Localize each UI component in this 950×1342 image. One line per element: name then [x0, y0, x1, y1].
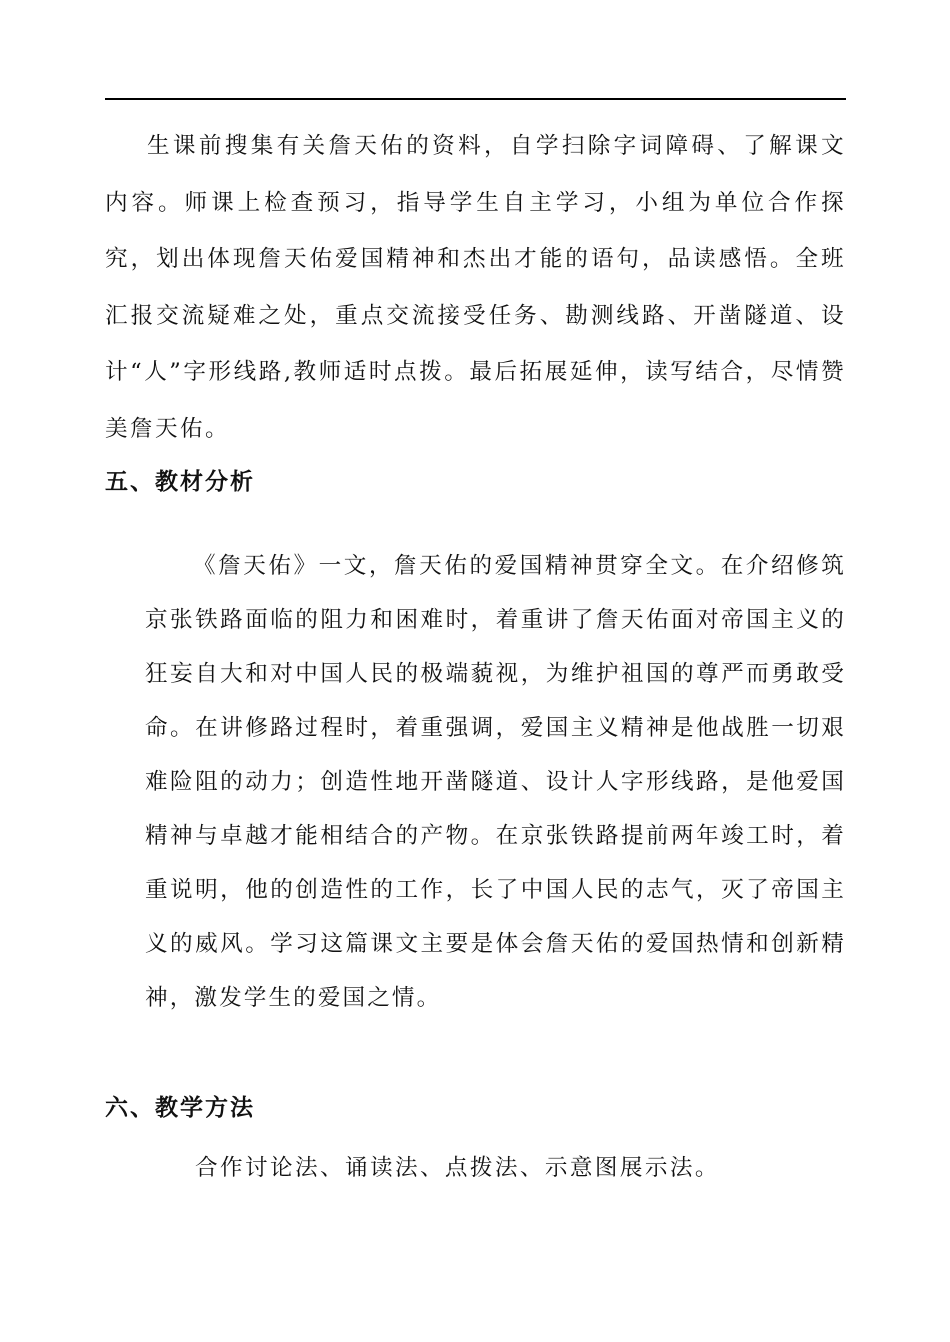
section-heading-textbook-analysis: 五、教材分析 [105, 469, 255, 495]
teaching-methods-paragraph: 合作讨论法、诵读法、点拨法、示意图展示法。 [195, 1155, 720, 1181]
header-rule [105, 98, 846, 100]
intro-paragraph: 生课前搜集有关詹天佑的资料，自学扫除字词障碍、了解课文内容。师课上检查预习，指导学生自主学习，小组为单位合作探究，划出体现詹天佑爱国精神和杰出才能的语句，品读感悟。全班汇报交流疑难之处，重点交流接受任务、勘测线路、开凿隧道、设计“人”字形线路,教师适时点拨。最后拓展延伸，读写结合，尽情赞美詹天佑。 [105, 133, 846, 442]
textbook-analysis-paragraph: 《詹天佑》一文，詹天佑的爱国精神贯穿全文。在介绍修筑京张铁路面临的阻力和困难时，着重讲了詹天佑面对帝国主义的狂妄自大和对中国人民的极端藐视，为维护祖国的尊严而勇敢受命。在讲修路过程时，着重强调，爱国主义精神是他战胜一切艰难险阻的动力；创造性地开凿隧道、设计人字形线路，是他爱国精神与卓越才能相结合的产物。在京张铁路提前两年竣工时，着重说明，他的创造性的工作，长了中国人民的志气，灭了帝国主义的威风。学习这篇课文主要是体会詹天佑的爱国热情和创新精神，激发学生的爱国之情。 [145, 553, 846, 1011]
section-heading-teaching-methods: 六、教学方法 [105, 1095, 255, 1121]
